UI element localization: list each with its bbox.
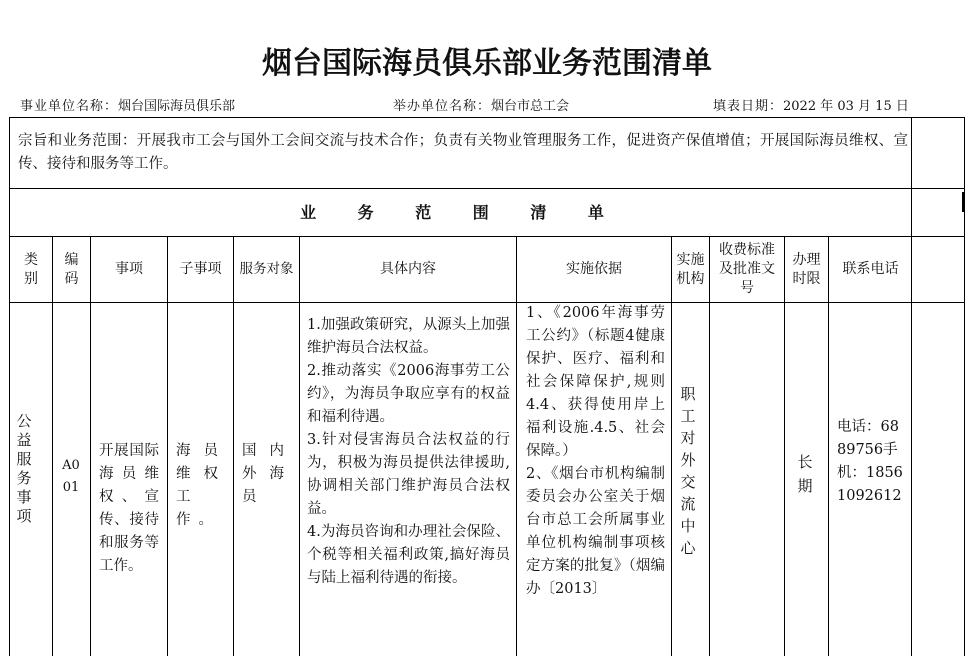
header-code: 编码 <box>64 251 79 287</box>
cell-agency: 职工对外交流中心 <box>680 385 696 557</box>
unit-name-label: 事业单位名称： <box>20 99 119 114</box>
cell-basis: 1、《2006年海事劳工公约》（标题4健康保护、医疗、福利和社会保障保护,规则4.4、获得使用岸上福利设施.4.5、社会保障。） 2、《烟台市机构编制委员会办公室关于烟台市总工会所属事业单位机构编制事项核定方案的批复》（烟编办〔2013〕 <box>526 305 665 597</box>
header-basis: 实施依据 <box>566 261 622 277</box>
purpose-text: 宗旨和业务范围：开展我市工会与国外工会间交流与技术合作；负责有关物业管理服务工作，促进资产保值增值；开展国际海员维权、宣传、接待和服务等工作。 <box>18 133 908 172</box>
header-phone: 联系电话 <box>842 261 899 277</box>
divider <box>10 188 964 189</box>
cell-subitem: 海员维权工作。 <box>176 443 226 528</box>
divider <box>10 302 964 303</box>
header-item: 事项 <box>115 261 143 277</box>
cell-content: 1.加强政策研究，从源头上加强维护海员合法权益。 2.推动落实《2006海事劳工公约》，为海员争取应享有的权益和福利待遇。 3.针对侵害海员合法权益的行为，积极为海员提供法律援助,协调相关部门维护海员合法权益。 4.为海员咨询和办理社会保险、个税等相关福利政策,搞好海员与陆上福利待遇的衔接。 <box>307 317 510 586</box>
sponsor-name-label: 举办单位名称： <box>393 99 492 114</box>
header-target: 服务对象 <box>239 261 294 277</box>
edge-marker <box>962 192 965 212</box>
cell-item: 开展国际海员维权、宣传、接待和服务等工作。 <box>99 443 159 574</box>
header-content: 具体内容 <box>380 261 436 277</box>
section-title: 业 务 范 围 清 单 <box>300 203 622 222</box>
cell-period: 长期 <box>797 453 813 495</box>
cell-code: A001 <box>62 458 80 495</box>
cell-phone: 电话：6889756手机：18561092612 <box>837 419 903 504</box>
unit-name-value: 烟台国际海员俱乐部 <box>118 99 236 114</box>
sponsor-name <box>393 95 569 114</box>
header-subitem: 子事项 <box>179 261 222 277</box>
header-category: 类别 <box>24 251 38 287</box>
unit-name <box>20 95 235 114</box>
sponsor-name-value: 烟台市总工会 <box>491 99 570 114</box>
cell-category: 公益服务事项 <box>16 412 32 525</box>
cell-target: 国内外海员 <box>242 443 292 505</box>
header-fee: 收费标准及批准文号 <box>719 242 775 296</box>
page-title: 烟台国际海员俱乐部业务范围清单 <box>262 46 712 81</box>
fill-date-value: 2022 年 03 月 15 日 <box>783 99 909 114</box>
table-frame-extra-column <box>912 117 965 656</box>
header-agency: 实施机构 <box>676 251 705 287</box>
header-period: 办理时限 <box>792 251 821 287</box>
fill-date <box>713 95 909 114</box>
fill-date-label: 填表日期： <box>713 99 784 114</box>
